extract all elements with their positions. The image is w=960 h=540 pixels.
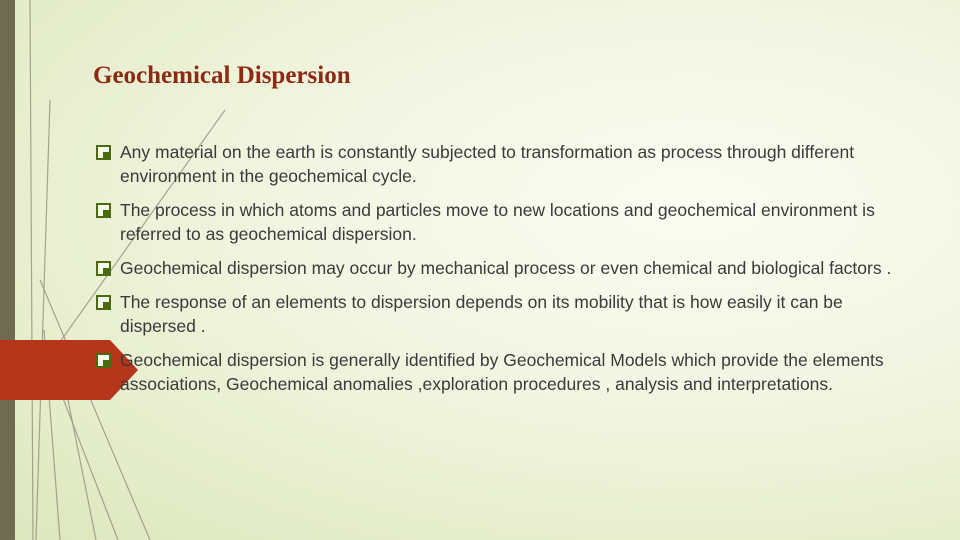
- bullet-text: Geochemical dispersion may occur by mechanical process or even chemical and biological factors .: [120, 258, 892, 278]
- bullet-text: Geochemical dispersion is generally identified by Geochemical Models which provide the elements associations, Geochemical anomalies ,exploration procedures , analysis and interpretations.: [120, 350, 884, 394]
- bullet-list: [96, 140, 916, 406]
- square-bullet-icon: [96, 261, 111, 276]
- bullet-item: [96, 290, 916, 338]
- bullet-text: The process in which atoms and particles move to new locations and geochemical environment is referred to as geochemical dispersion.: [120, 200, 875, 244]
- bullet-item: [96, 256, 916, 280]
- bullet-item: [96, 198, 916, 246]
- square-bullet-icon: [96, 203, 111, 218]
- square-bullet-icon: [96, 353, 111, 368]
- square-bullet-icon: [96, 295, 111, 310]
- bullet-item: [96, 348, 916, 396]
- slide-title: Geochemical Dispersion: [93, 62, 351, 89]
- square-bullet-icon: [96, 145, 111, 160]
- bullet-text: The response of an elements to dispersion depends on its mobility that is how easily it can be dispersed .: [120, 292, 843, 336]
- bullet-text: Any material on the earth is constantly subjected to transformation as process through different environment in the geochemical cycle.: [120, 142, 855, 186]
- bullet-item: [96, 140, 916, 188]
